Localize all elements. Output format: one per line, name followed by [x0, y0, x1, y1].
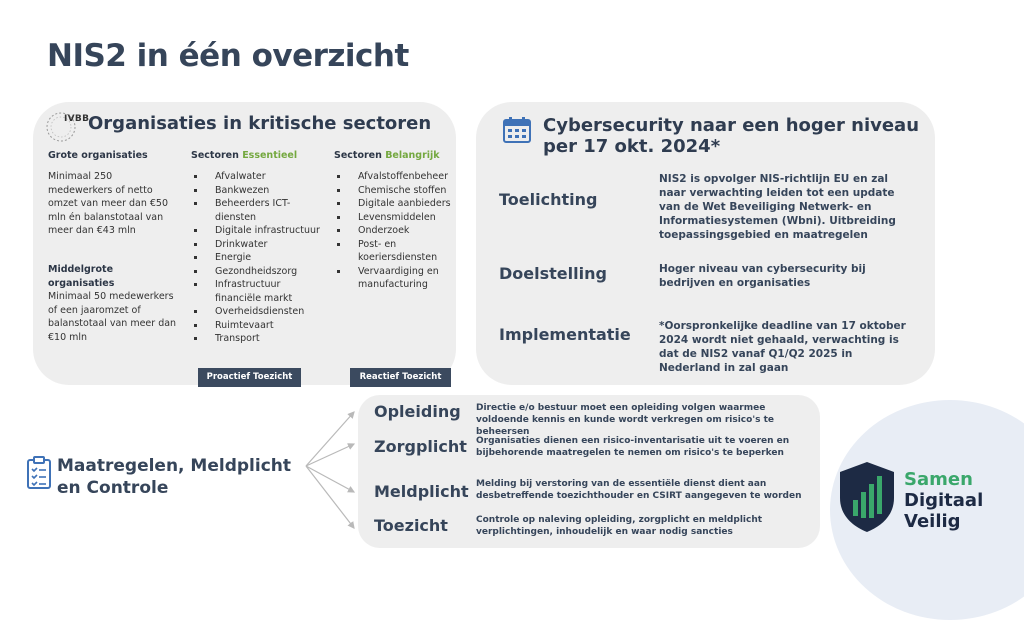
important-sectors-list [334, 170, 452, 292]
logo-line1: Samen [904, 469, 973, 490]
doelstelling-label: Doelstelling [499, 264, 607, 283]
measures-title-line1: Maatregelen, Meldplicht [57, 456, 292, 476]
sector-item: Overheidsdiensten [191, 305, 326, 319]
important-sectors-header [334, 150, 440, 161]
sector-item: Gezondheidszorg [191, 265, 326, 279]
ivbb-logo-text: IVBB [64, 114, 90, 124]
zorgplicht-text: Organisaties dienen een risico-inventarisatie uit te voeren en bijbehorende maatregelen te nemen om risico's te beperken [476, 436, 790, 458]
clipboard-checklist-icon [26, 456, 52, 490]
sector-item: Digitale aanbieders [334, 197, 452, 211]
sector-item: Onderzoek [334, 224, 452, 238]
sector-item: Infrastructuur financiële markt [191, 278, 326, 305]
measures-title-line2: en Controle [57, 478, 169, 498]
sector-item: Afvalwater [191, 170, 326, 184]
toezicht-text: Controle op naleving opleiding, zorgplicht en meldplicht verplichtingen, inhoudelijk en waar nodig sancties [476, 515, 763, 537]
samen-digitaal-veilig-logo [904, 469, 983, 532]
logo-line2: Digitaal [904, 490, 984, 511]
branch-arrows [300, 400, 360, 540]
sector-item: Afvalstoffenbeheer [334, 170, 452, 184]
implementatie-text: *Oorspronkelijke deadline van 17 oktober 2024 wordt niet gehaald, verwachting is dat de NIS2 vanaf Q1/Q2 2025 in Nederland in zal gaan [659, 320, 906, 374]
sector-item: Vervaardiging en manufacturing [334, 265, 452, 292]
shield-logo-icon [836, 460, 898, 534]
important-header-accent: Belangrijk [385, 150, 440, 161]
page-title: NIS2 in één overzicht [47, 38, 409, 74]
important-header-prefix: Sectoren [334, 150, 386, 161]
medium-orgs-header: Middelgrote organisaties [48, 264, 115, 289]
critical-sectors-heading: Organisaties in kritische sectoren [88, 113, 432, 134]
essential-sectors-header [191, 150, 297, 161]
sector-item: Energie [191, 251, 326, 265]
sector-item: Ruimtevaart [191, 319, 326, 333]
sector-item: Transport [191, 332, 326, 346]
calendar-icon [503, 117, 531, 143]
medium-orgs-text: Minimaal 50 medewerkers of een jaaromzet of balanstotaal van meer dan €10 mln [48, 291, 177, 343]
measures-title [57, 455, 291, 499]
sector-item: Chemische stoffen [334, 184, 452, 198]
toezicht-label: Toezicht [374, 516, 448, 535]
implementatie-label: Implementatie [499, 325, 631, 344]
meldplicht-text: Melding bij verstoring van de essentiële dienst dient aan desbetreffende toezichthouder en CSIRT aangegeven te worden [476, 479, 802, 501]
cybersecurity-heading: Cybersecurity naar een hoger niveau per 17 okt. 2024* [543, 115, 920, 157]
toelichting-text: NIS2 is opvolger NIS-richtlijn EU en zal naar verwachting leiden tot een update van de Wet Beveiliging Netwerk- en Informatiesystemen (Wbni). Uitbreiding toepassingsgebied en maatregelen [659, 173, 896, 241]
medium-orgs-block [48, 263, 178, 344]
sector-item: Bankwezen [191, 184, 326, 198]
logo-line3: Veilig [904, 511, 961, 532]
sector-item: Drinkwater [191, 238, 326, 252]
opleiding-label: Opleiding [374, 402, 461, 421]
doelstelling-text: Hoger niveau van cybersecurity bij bedrijven en organisaties [659, 263, 866, 289]
essential-sectors-list [191, 170, 326, 346]
large-orgs-header: Grote organisaties [48, 150, 148, 161]
sector-item: Beheerders ICT-diensten [191, 197, 326, 224]
reactive-supervision-tag: Reactief Toezicht [350, 368, 451, 387]
toelichting-label: Toelichting [499, 190, 598, 209]
sector-item: Levensmiddelen [334, 211, 452, 225]
large-orgs-text: Minimaal 250 medewerkers of netto omzet van meer dan €50 mln én balanstotaal van meer dan €43 mln [48, 171, 169, 236]
sector-item: Digitale infrastructuur [191, 224, 326, 238]
sector-item: Post- en koeriersdiensten [334, 238, 452, 265]
proactive-supervision-tag: Proactief Toezicht [198, 368, 301, 387]
essential-header-accent: Essentieel [242, 150, 298, 161]
opleiding-text: Directie e/o bestuur moet een opleiding volgen waarmee voldoende kennis en kunde wordt verkregen om risico's te beheersen [476, 403, 774, 437]
zorgplicht-label: Zorgplicht [374, 437, 467, 456]
meldplicht-label: Meldplicht [374, 482, 469, 501]
essential-header-prefix: Sectoren [191, 150, 243, 161]
